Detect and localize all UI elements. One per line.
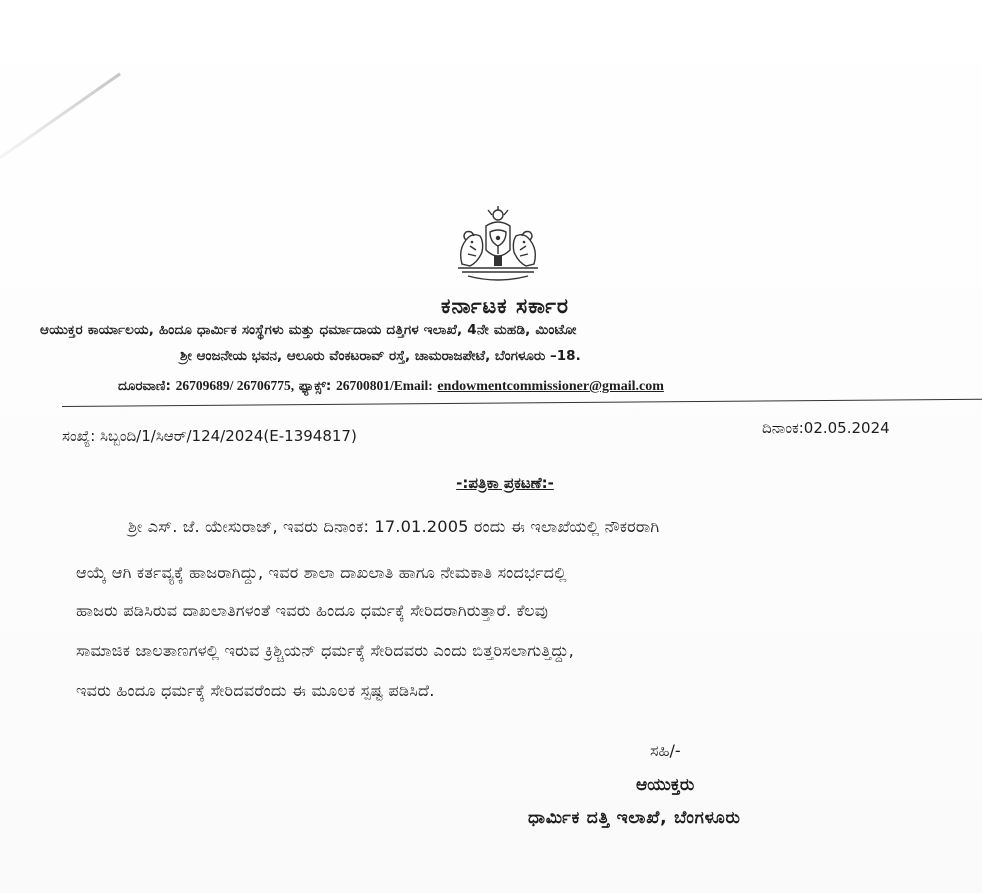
notice-line: ಶ್ರೀ ಎಸ್. ಜೆ. ಯೇಸುರಾಜ್, ಇವರು ದಿನಾಂಕ: 17.01.2005 ರಂದು ಈ ಇಲಾಖೆಯಲ್ಲಿ ನೌಕರರಾಗಿ [128,517,660,536]
letter-date: ದಿನಾಂಕ:02.05.2024 [762,419,890,437]
phone-label: ದೂರವಾಣಿ: [118,378,171,394]
phone-numbers: 26709689/ 26706775, [175,378,295,393]
office-name: ಆಯುಕ್ತರ ಕಾರ್ಯಾಲಯ, ಹಿಂದೂ ಧಾರ್ಮಿಕ ಸಂಸ್ಥೆಗಳು ಮತ್ತು ಧರ್ಮಾದಾಯ ದತ್ತಿಗಳ ಇಲಾಖೆ, 4ನೇ ಮಹಡಿ, ಮಿಂಟೋ [40,322,577,338]
fax-email-label: 26700801/Email: [335,378,433,393]
notice-line: ಹಾಜರು ಪಡಿಸಿರುವ ದಾಖಲಾತಿಗಳಂತೆ ಇವರು ಹಿಂದೂ ಧರ್ಮಕ್ಕೆ ಸೇರಿದರಾಗಿರುತ್ತಾರೆ. ಕೆಲವು [76,601,549,620]
notice-line: ಇವರು ಹಿಂದೂ ಧರ್ಮಕ್ಕೆ ಸೇರಿದವರೆಂದು ಈ ಮೂಲಕ ಸ್ಪಷ್ಟ ಪಡಿಸಿದೆ. [76,681,435,700]
contact-line [118,378,664,395]
reference-number: ಸಂಖ್ಯೆ: ಸಿಬ್ಬಂದಿ/1/ಸಿಆರ್/124/2024(E-1394817) [62,427,357,445]
press-release-heading: -:ಪತ್ರಿಕಾ ಪ್ರಕಟಣೆ:- [456,474,554,492]
signatory-department: ಧಾರ್ಮಿಕ ದತ್ತಿ ಇಲಾಖೆ, ಬೆಂಗಳೂರು [528,808,741,828]
fax-label: ಫ್ಯಾಕ್ಸ್: [298,378,332,394]
office-address: ಶ್ರೀ ಆಂಜನೇಯ ಭವನ, ಆಲೂರು ವೆಂಕಟರಾವ್ ರಸ್ತೆ, ಚಾಮರಾಜಪೇಟೆ, ಬೆಂಗಳೂರು –18. [180,348,581,364]
signature-mark: ಸಹಿ/- [650,741,681,760]
notice-line: ಸಾಮಾಜಿಕ ಜಾಲತಾಣಗಳಲ್ಲಿ ಇರುವ ಕ್ರಿಶ್ಚಿಯನ್ ಧರ್ಮಕ್ಕೆ ಸೇರಿದವರು ಎಂದು ಬಿತ್ತರಿಸಲಾಗುತ್ತಿದ್ದು, [76,641,574,660]
notice-line: ಆಯ್ಕೆ ಆಗಿ ಕರ್ತವ್ಯಕ್ಕೆ ಹಾಜರಾಗಿದ್ದು, ಇವರ ಶಾಲಾ ದಾಖಲಾತಿ ಹಾಗೂ ನೇಮಕಾತಿ ಸಂದರ್ಭದಲ್ಲಿ [76,563,567,582]
government-title: ಕರ್ನಾಟಕ ಸರ್ಕಾರ [441,294,569,318]
email-link[interactable]: endowmentcommissioner@gmail.com [437,379,664,394]
signatory-title: ಆಯುಕ್ತರು [636,775,695,795]
state-emblem-icon [448,206,548,288]
